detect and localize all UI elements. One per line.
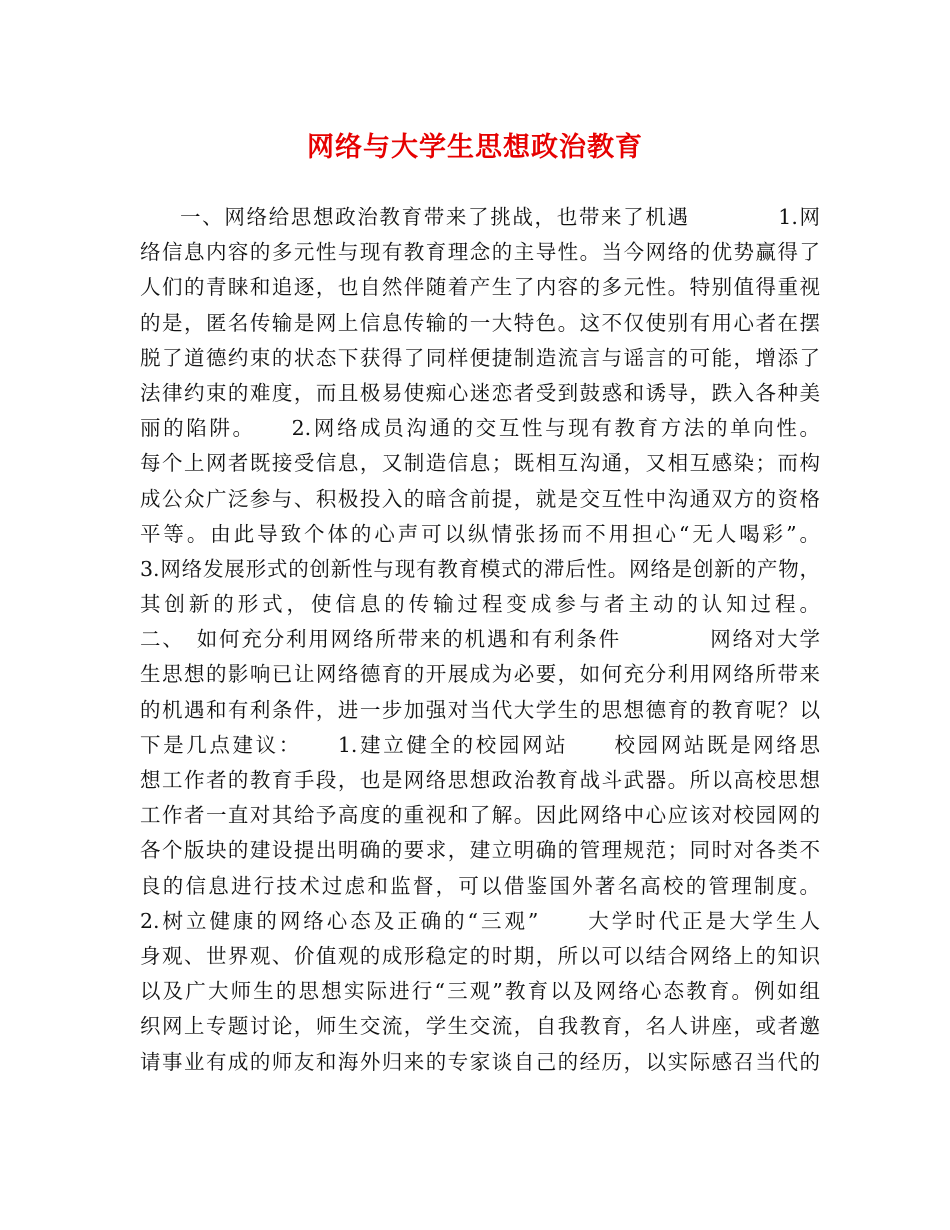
text-line: 络信息内容的多元性与现有教育理念的主导性。当今网络的优势赢得了 — [140, 240, 820, 265]
text-line: 各个版块的建设提出明确的要求，建立明确的管理规范；同时对各类不 — [140, 838, 820, 863]
text-line: 其创新的形式，使信息的传输过程变成参与者主动的认知过程。 — [140, 592, 820, 617]
text-line: 良的信息进行技术过虑和监督，可以借鉴国外著名高校的管理制度。 — [140, 873, 820, 898]
text-line: 3.网络发展形式的创新性与现有教育模式的滞后性。网络是创新的产物， — [140, 556, 820, 581]
text-line: 二、 如何充分利用网络所带来的机遇和有利条件 网络对大学 — [140, 627, 820, 652]
text-line: 的机遇和有利条件，进一步加强对当代大学生的思想德育的教育呢？以 — [140, 697, 820, 722]
text-line: 生思想的影响已让网络德育的开展成为必要，如何充分利用网络所带来 — [140, 662, 820, 687]
text-line: 丽的陷阱。 2.网络成员沟通的交互性与现有教育方法的单向性。 — [140, 416, 820, 441]
text-line: 请事业有成的师友和海外归来的专家谈自己的经历，以实际感召当代的 — [140, 1049, 820, 1074]
text-line: 法律约束的难度，而且极易使痴心迷恋者受到鼓惑和诱导，跌入各种美 — [140, 380, 820, 405]
text-line: 一、网络给思想政治教育带来了挑战，也带来了机遇 1.网 — [180, 205, 820, 229]
text-line: 成公众广泛参与、积极投入的暗含前提，就是交互性中沟通双方的资格 — [140, 486, 820, 511]
text-line: 下是几点建议： 1.建立健全的校园网站 校园网站既是网络思 — [140, 732, 820, 757]
text-line: 织网上专题讨论，师生交流，学生交流，自我教育，名人讲座，或者邀 — [140, 1014, 820, 1039]
text-line: 以及广大师生的思想实际进行“三观”教育以及网络心态教育。例如组 — [140, 979, 820, 1004]
text-line: 的是，匿名传输是网上信息传输的一大特色。这不仅使别有用心者在摆 — [140, 310, 820, 335]
text-line: 想工作者的教育手段，也是网络思想政治教育战斗武器。所以高校思想 — [140, 768, 820, 792]
text-line: 人们的青睐和追逐，也自然伴随着产生了内容的多元性。特别值得重视 — [140, 275, 820, 300]
text-line: 每个上网者既接受信息，又制造信息；既相互沟通，又相互感染；而构 — [140, 451, 820, 476]
text-line: 平等。由此导致个体的心声可以纵情张扬而不用担心“无人喝彩”。 — [140, 521, 820, 546]
text-line: 工作者一直对其给予高度的重视和了解。因此网络中心应该对校园网的 — [140, 803, 820, 828]
text-line: 脱了道德约束的状态下获得了同样便捷制造流言与谣言的可能，增添了 — [140, 345, 820, 370]
text-line: 2.树立健康的网络心态及正确的“三观” 大学时代正是大学生人 — [140, 908, 820, 933]
document-title: 网络与大学生思想政治教育 — [307, 132, 643, 163]
text-line: 身观、世界观、价值观的成形稳定的时期，所以可以结合网络上的知识 — [140, 943, 820, 968]
document-body — [140, 200, 820, 1080]
